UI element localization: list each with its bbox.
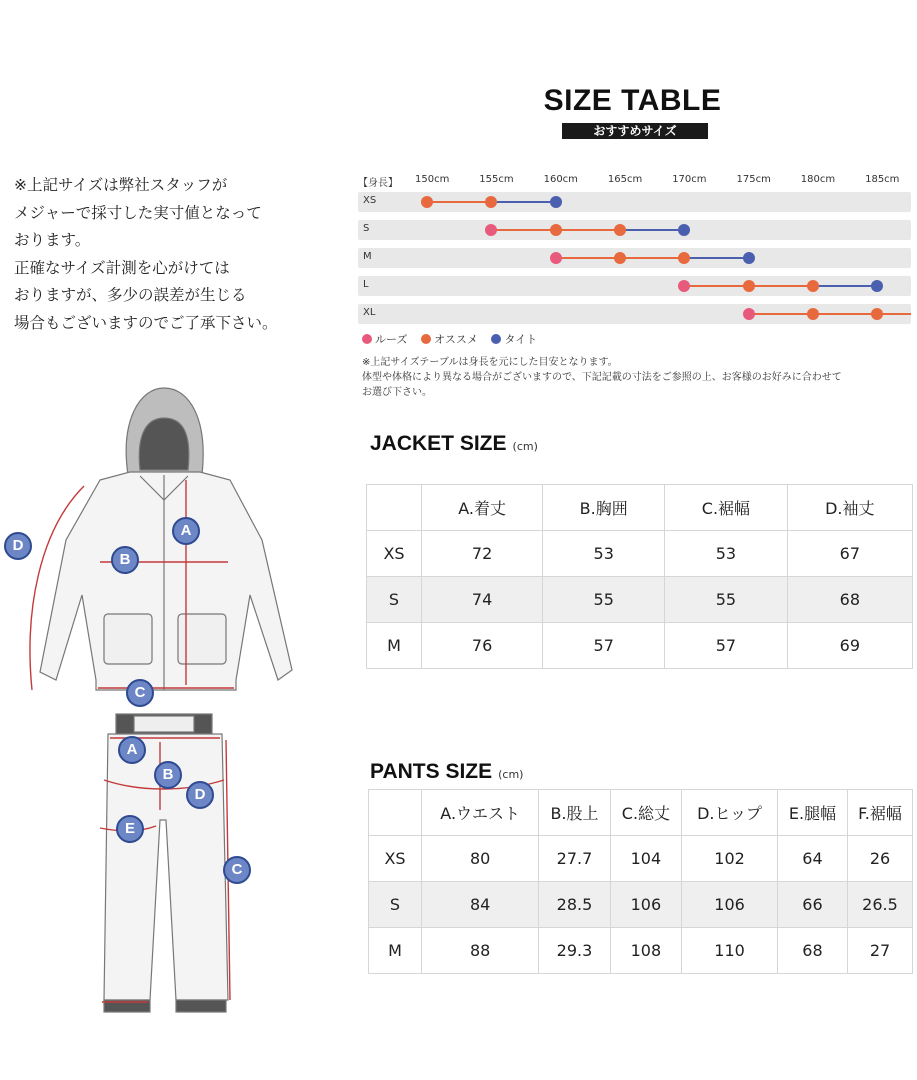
value-cell: 64 xyxy=(777,836,847,882)
height-dot-orange xyxy=(807,308,819,320)
height-row-m xyxy=(358,248,911,268)
measure-badge-e: E xyxy=(116,815,144,843)
value-cell: 74 xyxy=(422,577,543,623)
height-dot-pink xyxy=(485,224,497,236)
column-header: F.裾幅 xyxy=(847,790,912,836)
value-cell: 26.5 xyxy=(847,882,912,928)
pants-size-heading xyxy=(370,760,523,784)
height-row-s xyxy=(358,220,911,240)
value-cell: 102 xyxy=(682,836,778,882)
legend-label: タイト xyxy=(504,333,538,346)
height-row-l xyxy=(358,276,911,296)
height-range-segment xyxy=(813,285,877,287)
measure-badge-a: A xyxy=(172,517,200,545)
table-header-row xyxy=(369,790,913,836)
pants-size-title: PANTS SIZE xyxy=(370,760,493,783)
column-header: B.股上 xyxy=(539,790,610,836)
page-title: SIZE TABLE xyxy=(543,84,722,117)
height-dot-blue xyxy=(871,280,883,292)
jacket-illustration xyxy=(40,388,292,690)
height-dot-orange xyxy=(678,252,690,264)
value-cell: 104 xyxy=(610,836,682,882)
measure-badge-d: D xyxy=(186,781,214,809)
height-dot-blue xyxy=(743,252,755,264)
value-cell: 55 xyxy=(543,577,665,623)
height-tick-label: 150cm xyxy=(415,174,450,185)
size-cell: M xyxy=(369,928,422,974)
height-range-segment xyxy=(684,285,748,287)
height-size-chart xyxy=(358,174,913,324)
value-cell: 53 xyxy=(665,531,787,577)
disclaimer-line: ※上記サイズテーブルは身長を元にした目安となります。 xyxy=(362,357,618,368)
height-range-segment xyxy=(491,201,555,203)
jacket-size-heading xyxy=(370,432,538,456)
height-dot-orange xyxy=(421,196,433,208)
height-range-segment xyxy=(427,201,491,203)
value-cell: 110 xyxy=(682,928,778,974)
height-row-size-label: XS xyxy=(363,195,377,206)
column-header: E.腿幅 xyxy=(777,790,847,836)
jacket-size-title: JACKET SIZE xyxy=(370,432,507,455)
value-cell: 57 xyxy=(543,623,665,669)
size-cell: S xyxy=(369,882,422,928)
value-cell: 66 xyxy=(777,882,847,928)
corner-cell xyxy=(369,790,422,836)
column-header: C.総丈 xyxy=(610,790,682,836)
table-row xyxy=(369,928,913,974)
height-range-segment xyxy=(813,313,877,315)
size-cell: S xyxy=(367,577,422,623)
value-cell: 68 xyxy=(777,928,847,974)
value-cell: 27 xyxy=(847,928,912,974)
column-header: A.ウエスト xyxy=(422,790,539,836)
size-disclaimer xyxy=(362,355,912,400)
height-tick-label: 165cm xyxy=(607,174,643,185)
value-cell: 106 xyxy=(682,882,778,928)
height-dot-orange xyxy=(807,280,819,292)
legend-item-loose xyxy=(362,331,407,347)
size-cell: XS xyxy=(367,531,422,577)
height-dot-orange xyxy=(485,196,497,208)
value-cell: 80 xyxy=(422,836,539,882)
chart-legend xyxy=(362,331,547,347)
column-header: D.ヒップ xyxy=(682,790,778,836)
table-row xyxy=(367,577,913,623)
column-header: A.着丈 xyxy=(422,485,543,531)
measure-badge-c: C xyxy=(223,856,251,884)
height-row-size-label: M xyxy=(363,251,372,262)
corner-cell xyxy=(367,485,422,531)
measure-badge-b: B xyxy=(154,761,182,789)
height-dot-pink xyxy=(678,280,690,292)
height-range-segment xyxy=(491,229,555,231)
value-cell: 69 xyxy=(787,623,912,669)
height-dot-blue xyxy=(678,224,690,236)
height-row-xs xyxy=(358,192,911,212)
height-dot-orange xyxy=(743,280,755,292)
note-line: 正確なサイズ計測を心がけては xyxy=(14,258,230,277)
note-line: おります。 xyxy=(14,231,91,249)
disclaimer-line: 体型や体格により異なる場合がございますので、下記記載の寸法をご参照の上、お客様のお好みに合わせて xyxy=(362,372,842,383)
pants-size-table xyxy=(368,789,913,974)
height-dot-pink xyxy=(550,252,562,264)
pants-unit: (cm) xyxy=(498,768,524,781)
height-dot-blue xyxy=(550,196,562,208)
measure-badge-b: B xyxy=(111,546,139,574)
height-range-segment xyxy=(556,257,620,259)
legend-item-tight xyxy=(491,331,537,347)
height-row-size-label: XL xyxy=(363,307,376,318)
value-cell: 68 xyxy=(787,577,912,623)
measure-badge-d: D xyxy=(4,532,32,560)
height-tick-label: 155cm xyxy=(479,174,514,185)
height-dot-orange xyxy=(614,224,626,236)
value-cell: 84 xyxy=(422,882,539,928)
value-cell: 57 xyxy=(665,623,787,669)
legend-label: ルーズ xyxy=(375,333,408,346)
measure-badge-a: A xyxy=(118,736,146,764)
column-header: C.裾幅 xyxy=(665,485,787,531)
height-range-segment xyxy=(749,313,813,315)
table-row xyxy=(369,882,913,928)
value-cell: 29.3 xyxy=(539,928,610,974)
note-line: メジャーで採寸した実寸値となって xyxy=(14,203,262,222)
value-cell: 72 xyxy=(422,531,543,577)
value-cell: 55 xyxy=(665,577,787,623)
jacket-unit: (cm) xyxy=(512,440,538,453)
note-line: 場合もございますのでご了承下さい。 xyxy=(14,313,278,332)
table-row xyxy=(367,623,913,669)
size-cell: M xyxy=(367,623,422,669)
height-axis-label: 【身長】 xyxy=(358,178,398,189)
height-row-size-label: L xyxy=(363,279,369,290)
note-line: おりますが、多少の誤差が生じる xyxy=(14,286,247,304)
size-cell: XS xyxy=(369,836,422,882)
height-range-segment xyxy=(556,229,620,231)
value-cell: 106 xyxy=(610,882,682,928)
garment-illustration xyxy=(0,380,300,1040)
legend-dot xyxy=(421,334,431,344)
height-range-segment xyxy=(620,257,684,259)
height-tick-label: 170cm xyxy=(672,174,707,185)
height-dot-orange xyxy=(550,224,562,236)
table-row xyxy=(369,836,913,882)
value-cell: 108 xyxy=(610,928,682,974)
measurement-note xyxy=(14,172,344,337)
height-dot-orange xyxy=(871,308,883,320)
height-tick-label: 175cm xyxy=(736,174,771,185)
height-tick-label: 160cm xyxy=(543,174,578,185)
height-range-segment xyxy=(620,229,684,231)
height-dot-orange xyxy=(614,252,626,264)
column-header: B.胸囲 xyxy=(543,485,665,531)
value-cell: 88 xyxy=(422,928,539,974)
height-row-size-label: S xyxy=(363,223,370,234)
value-cell: 26 xyxy=(847,836,912,882)
table-row xyxy=(367,531,913,577)
value-cell: 27.7 xyxy=(539,836,610,882)
value-cell: 28.5 xyxy=(539,882,610,928)
height-tick-label: 180cm xyxy=(800,174,836,185)
note-line: ※上記サイズは弊社スタッフが xyxy=(14,176,228,194)
disclaimer-line: お選び下さい。 xyxy=(362,387,432,398)
legend-dot xyxy=(491,334,501,344)
height-row-xl xyxy=(358,304,911,324)
measure-badge-c: C xyxy=(126,679,154,707)
legend-item-recommended xyxy=(421,331,478,347)
value-cell: 76 xyxy=(422,623,543,669)
column-header: D.袖丈 xyxy=(787,485,912,531)
table-header-row xyxy=(367,485,913,531)
height-dot-pink xyxy=(743,308,755,320)
value-cell: 67 xyxy=(787,531,912,577)
height-range-segment xyxy=(749,285,813,287)
height-tick-label: 185cm xyxy=(865,174,900,185)
height-range-segment xyxy=(684,257,748,259)
subtitle-banner: おすすめサイズ xyxy=(562,123,708,139)
value-cell: 53 xyxy=(543,531,665,577)
legend-label: オススメ xyxy=(433,333,478,346)
legend-dot xyxy=(362,334,372,344)
garment-measurement-diagram xyxy=(0,380,300,1040)
jacket-size-table xyxy=(366,484,913,669)
